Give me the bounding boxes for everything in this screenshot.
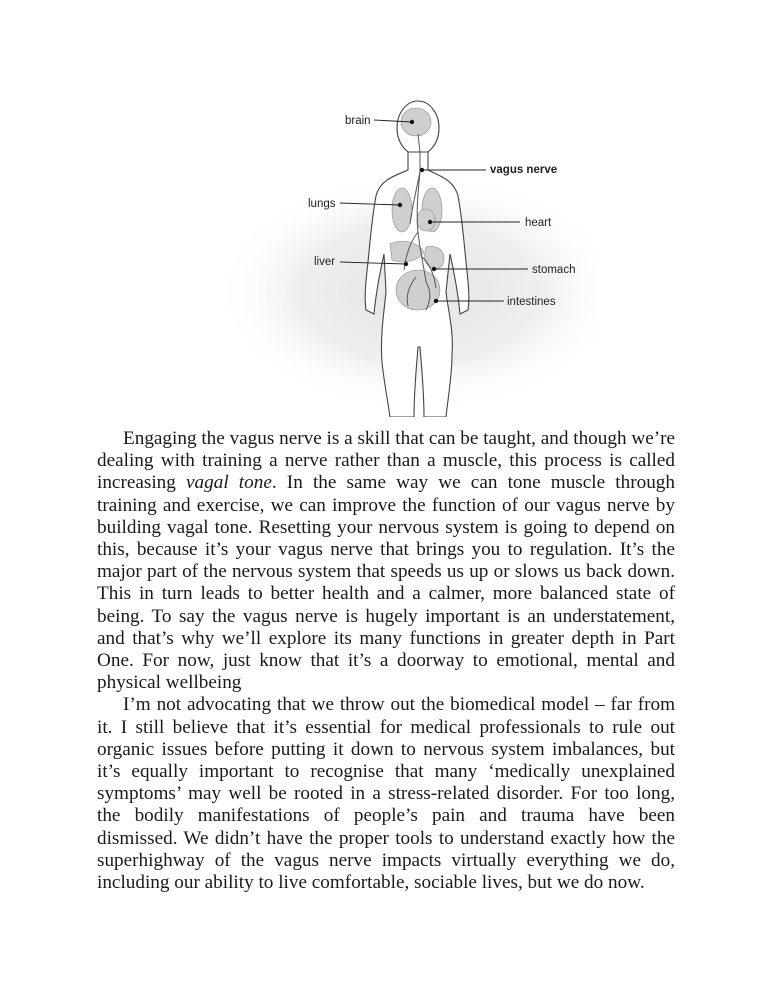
label-brain: brain <box>345 115 371 127</box>
label-lungs: lungs <box>308 198 336 210</box>
paragraph-1-emphasis: vagal tone <box>186 472 272 494</box>
label-stomach: stomach <box>532 264 576 276</box>
label-vagus-nerve: vagus nerve <box>490 164 558 176</box>
body-text <box>97 428 675 894</box>
heart-organ <box>417 209 435 231</box>
label-liver: liver <box>314 256 336 268</box>
paragraph-1-text-a: Engaging the vagus nerve is a skill that can be taught, and though we’re dealing with training a nerve rather than a muscle, this process is called increasing <box>97 428 676 494</box>
paragraph-2: I’m not advocating that we throw out the biomedical model – far from it. I still believe that it’s essential for medical professionals to rule out organic issues before putting it down to nervous system imbalances, but it’s equally important to recognise that many ‘medically unexplained symptoms’ may well be rooted in a stress-related disorder. For too long, the bodily manifestations of people’s pain and trauma have been dismissed. We didn’t have the proper tools to understand exactly how the superhighway of the vagus nerve impacts virtually everything we do, including our ability to live comfortable, sociable lives, but we do now. <box>97 694 675 894</box>
paragraph-1-text-b: . In the same way we can tone muscle through training and exercise, we can improve the function of our vagus nerve by building vagal tone. Resetting your nervous system is going to depend on this, because it’s your vagus nerve that brings you to regulation. It’s the major part of the nervous system that speeds us up or slows us back down. This in turn leads to better health and a calmer, more balanced state of being. To say the vagus nerve is hugely important is an understatement, and that’s why we’ll explore its many functions in greater depth in Part One. For now, just know that it’s a doorway to emotional, mental and physical wellbeing <box>97 472 675 694</box>
lungs-organ <box>392 188 412 232</box>
paragraph-1 <box>97 428 675 694</box>
label-intestines: intestines <box>507 296 556 308</box>
label-heart: heart <box>525 217 552 229</box>
vagus-nerve-illustration <box>180 92 600 417</box>
